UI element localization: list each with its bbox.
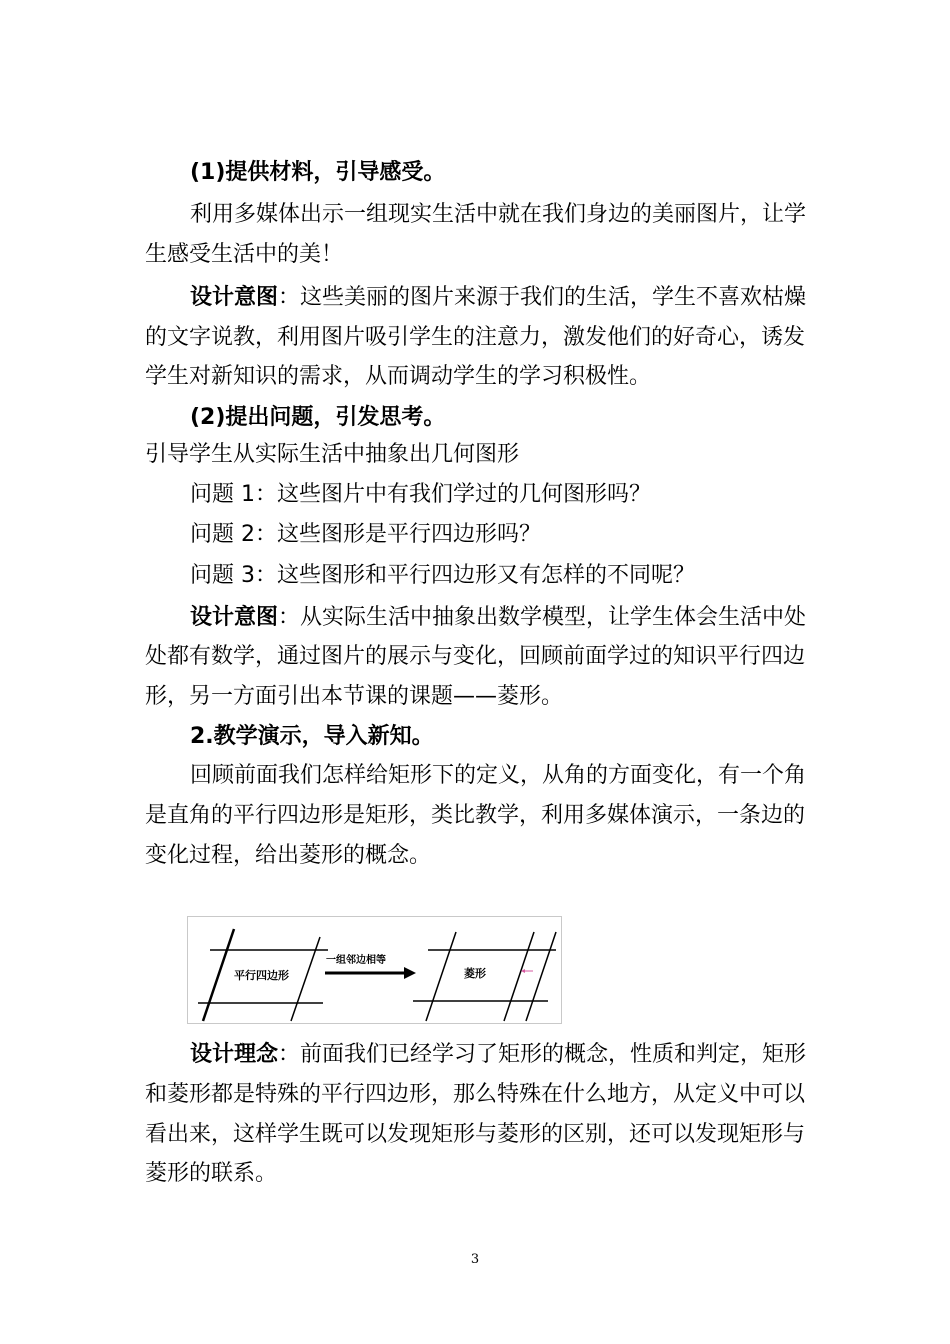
design-intent-line	[190, 603, 806, 633]
parallelogram-to-rhombus-figure	[187, 916, 562, 1024]
paragraph-line: 回顾前面我们怎样给矩形下的定义，从角的方面变化，有一个角	[190, 763, 807, 788]
question-3: 问题 3：这些图形和平行四边形又有怎样的不同呢？	[190, 563, 695, 588]
paragraph-line: 和菱形都是特殊的平行四边形，那么特殊在什么地方，从定义中可以	[145, 1082, 806, 1107]
paragraph-line: 形，另一方面引出本节课的课题——菱形。	[145, 684, 564, 709]
transform-arrow-head	[404, 967, 416, 979]
paragraph-line: 利用多媒体出示一组现实生活中就在我们身边的美丽图片，让学	[190, 202, 807, 227]
design-intent-label: 设计意图	[190, 285, 279, 310]
rhombus-label: 菱形	[464, 967, 486, 980]
design-intent-text: ：从实际生活中抽象出数学模型，让学生体会生活中处	[278, 605, 807, 630]
paragraph-line: 引导学生从实际生活中抽象出几何图形	[145, 442, 520, 467]
paragraph-line: 生感受生活中的美！	[145, 242, 344, 267]
design-concept-line	[190, 1040, 806, 1070]
question-1: 问题 1：这些图片中有我们学过的几何图形吗？	[190, 482, 651, 507]
paragraph-line: 是直角的平行四边形是矩形，类比教学，利用多媒体演示，一条边的	[145, 803, 806, 828]
design-intent-line	[190, 283, 806, 313]
rhombus-right-side-alt	[526, 932, 556, 1021]
figure-diagram	[188, 917, 563, 1025]
paragraph-line: 处都有数学，通过图片的展示与变化，回顾前面学过的知识平行四边	[145, 644, 806, 669]
parallelogram-label: 平行四边形	[234, 969, 289, 982]
rhombus-right-side	[504, 932, 534, 1021]
design-intent-label: 设计意图	[190, 605, 279, 630]
question-2: 问题 2：这些图形是平行四边形吗？	[190, 522, 541, 547]
page-number: 3	[470, 1252, 480, 1267]
paragraph-line: 学生对新知识的需求，从而调动学生的学习积极性。	[145, 364, 652, 389]
section-heading-1: (1)提供材料，引导感受。	[190, 160, 446, 185]
section-heading-2: (2)提出问题，引发思考。	[190, 405, 446, 430]
section-heading-3: 2.教学演示，导入新知。	[190, 724, 434, 749]
paragraph-line: 看出来，这样学生既可以发现矩形与菱形的区别，还可以发现矩形与	[145, 1122, 806, 1147]
paragraph-line: 的文字说教，利用图片吸引学生的注意力，激发他们的好奇心，诱发	[145, 325, 806, 350]
transform-arrow-label: 一组邻边相等	[326, 955, 386, 966]
design-intent-text: ：这些美丽的图片来源于我们的生活，学生不喜欢枯燥	[278, 285, 807, 310]
paragraph-line: 菱形的联系。	[145, 1161, 278, 1186]
paragraph-line: 变化过程，给出菱形的概念。	[145, 843, 432, 868]
parallelogram-left-side	[203, 929, 234, 1021]
design-concept-text: ：前面我们已经学习了矩形的概念，性质和判定，矩形	[278, 1042, 807, 1067]
rhombus-left-side	[426, 932, 456, 1021]
design-concept-label: 设计理念	[190, 1042, 279, 1067]
